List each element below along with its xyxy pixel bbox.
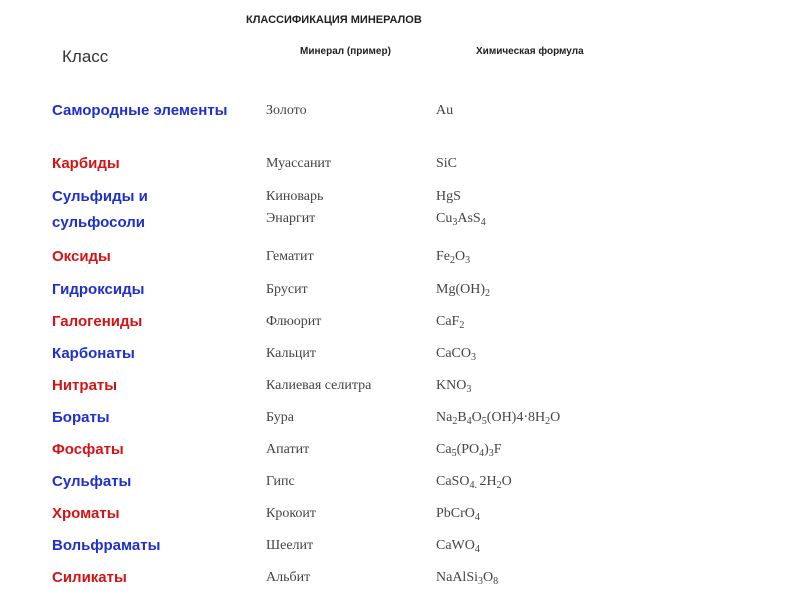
column-header-formula: Химическая формула bbox=[476, 46, 584, 57]
chemical-formula: Au bbox=[436, 103, 454, 118]
class-name: Силикаты bbox=[52, 569, 127, 586]
chemical-formula: $Fe_2O_3$ bbox=[436, 249, 471, 266]
class-name: Нитраты bbox=[52, 377, 118, 394]
class-name: Вольфраматы bbox=[52, 537, 161, 554]
class-name: Карбонаты bbox=[52, 345, 135, 362]
mineral-name: Муассанит bbox=[266, 156, 332, 171]
mineral-name: Флюорит bbox=[266, 314, 322, 329]
mineral-name: Кальцит bbox=[266, 346, 316, 361]
mineral-name: Крокоит bbox=[266, 506, 317, 521]
column-header-mineral: Минерал (пример) bbox=[300, 46, 391, 57]
mineral-name: Гематит bbox=[266, 249, 314, 264]
class-name: Оксиды bbox=[52, 248, 111, 265]
class-name: Сульфаты bbox=[52, 473, 132, 490]
chemical-formula: $Ca_5(PO_4)_3F$ bbox=[436, 442, 502, 459]
class-name: Гидроксиды bbox=[52, 281, 145, 298]
mineral-name: Брусит bbox=[266, 282, 308, 297]
mineral-name: Апатит bbox=[266, 442, 310, 457]
class-name: Бораты bbox=[52, 409, 110, 426]
chemical-formula: $KNO_3$ bbox=[436, 378, 472, 395]
class-name: Галогениды bbox=[52, 313, 143, 330]
chemical-formula: CaWO$_4$ bbox=[436, 538, 480, 555]
chemical-formula: SiC bbox=[436, 156, 458, 171]
chemical-formula: $NaAlSi_3O_8$ bbox=[436, 570, 499, 587]
class-name: сульфосоли bbox=[52, 214, 146, 231]
chemical-formula: HgS bbox=[436, 189, 461, 204]
class-name: Самородные элементы bbox=[52, 102, 228, 119]
mineral-name: Калиевая селитра bbox=[266, 378, 372, 393]
class-name: Фосфаты bbox=[52, 441, 124, 458]
column-header-class: Класс bbox=[62, 47, 109, 66]
mineral-name: Энаргит bbox=[266, 211, 316, 226]
page-title: КЛАССИФИКАЦИЯ МИНЕРАЛОВ bbox=[246, 14, 422, 26]
chemical-formula: CaCO$_3$ bbox=[436, 346, 476, 363]
chemical-formula: PbCrO$_4$ bbox=[436, 506, 480, 523]
class-name: Карбиды bbox=[52, 155, 120, 172]
mineral-name: Золото bbox=[266, 103, 307, 118]
chemical-formula: CaSO$_{4.}$ $2H_2O$ bbox=[436, 474, 512, 491]
mineral-name: Альбит bbox=[266, 570, 311, 585]
chemical-formula: CaF$_2$ bbox=[436, 314, 465, 331]
chemical-formula: $Na_2B_4O_5(OH)4\cdot 8H_2O$ bbox=[436, 410, 561, 427]
chemical-formula: $Cu_3AsS_4$ bbox=[436, 211, 486, 228]
class-name: Хроматы bbox=[52, 505, 120, 522]
chemical-formula: $Mg(OH)_2$ bbox=[436, 282, 490, 299]
mineral-name: Шеелит bbox=[266, 538, 314, 553]
mineral-name: Киноварь bbox=[266, 189, 324, 204]
mineral-name: Бура bbox=[266, 410, 294, 425]
class-name: Сульфиды и bbox=[52, 188, 148, 205]
mineral-name: Гипс bbox=[266, 474, 295, 489]
